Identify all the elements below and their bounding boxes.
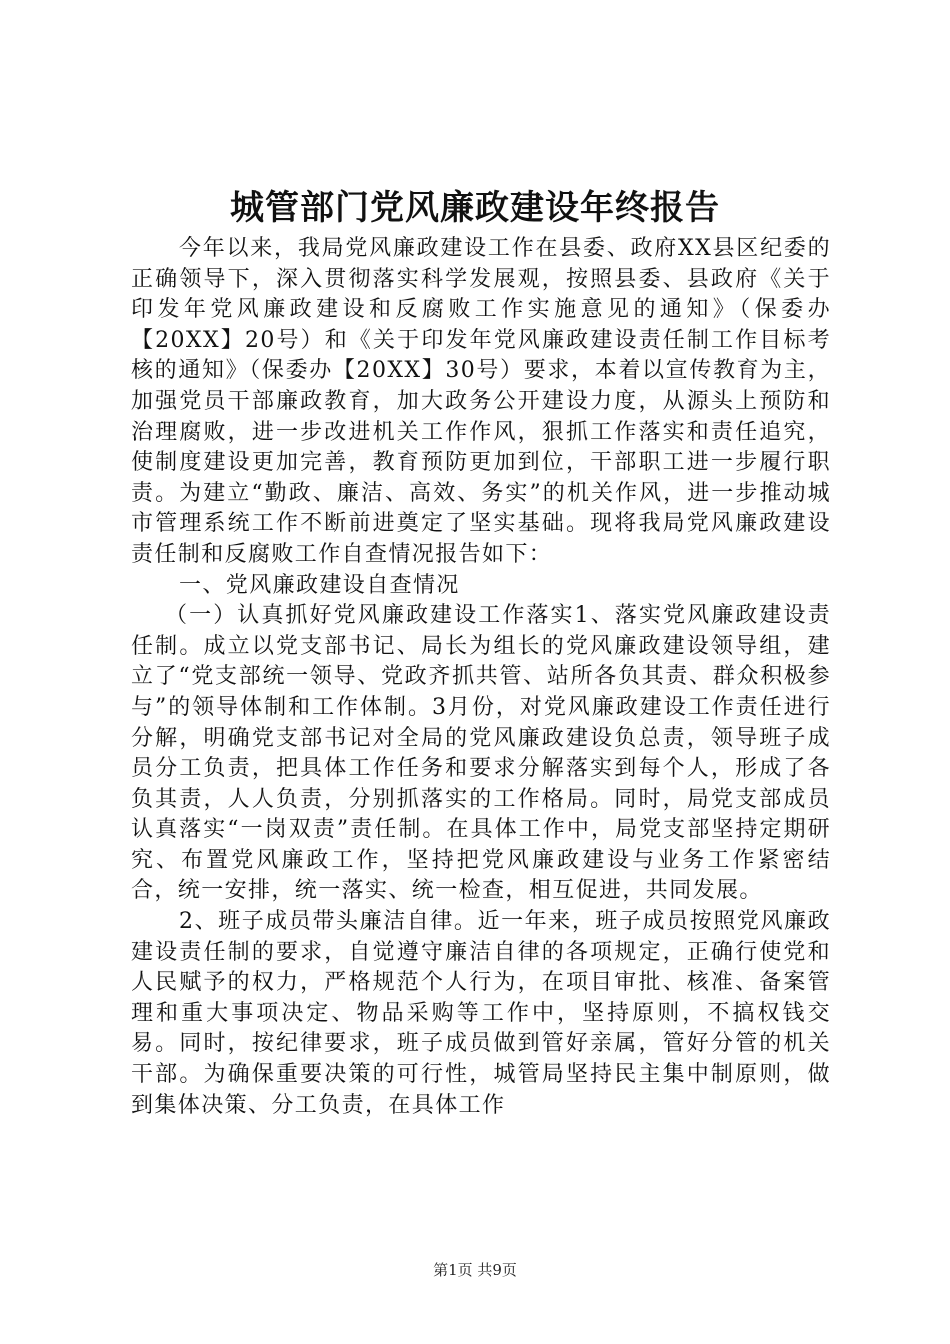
document-title: 城管部门党风廉政建设年终报告 <box>230 188 720 228</box>
paragraph-responsibility: （一）认真抓好党风廉政建设工作落实1、落实党风廉政建设责任制。成立以党支部书记、局长为组长的党风廉政建设领导组，建立了“党支部统一领导、党政齐抓共管、站所各负其责、群众积极参与”的领导体制和工作体制。3月份，对党风廉政建设工作责任进行分解，明确党支部书记对全局的党风廉政建设负总责，领导班子成员分工负责，把具体工作任务和要求分解落实到每个人，形成了各负其责，人人负责，分别抓落实的工作格局。同时，局党支部成员认真落实“一岗双责”责任制。在具体工作中，局党支部坚持定期研究、布置党风廉政工作，坚持把党风廉政建设与业务工作紧密结合，统一安排，统一落实、统一检查，相互促进，共同发展。 <box>131 603 831 904</box>
paragraph-self-discipline: 2、班子成员带头廉洁自律。近一年来，班子成员按照党风廉政建设责任制的要求，自觉遵守廉洁自律的各项规定，正确行使党和人民赋予的权力，严格规范个人行为，在项目审批、核准、备案管理和重大事项决定、物品采购等工作中，坚持原则，不搞权钱交易。同时，按纪律要求，班子成员做到管好亲属，管好分管的机关干部。为确保重要决策的可行性，城管局坚持民主集中制原则，做到集体决策、分工负责，在具体工作 <box>131 909 831 1118</box>
document-body <box>131 234 831 1121</box>
section-heading: 一、党风廉政建设自查情况 <box>179 572 460 598</box>
page-number: 第1页 共9页 <box>433 1261 517 1279</box>
paragraph-intro: 今年以来，我局党风廉政建设工作在县委、政府XX县区纪委的正确领导下，深入贯彻落实科学发展观，按照县委、县政府《关于印发年党风廉政建设和反腐败工作实施意见的通知》（保委办【20XX】20号）和《关于印发年党风廉政建设责任制工作目标考核的通知》（保委办【20XX】30号）要求，本着以宣传教育为主，加强党员干部廉政教育，加大政务公开建设力度，从源头上预防和治理腐败，进一步改进机关工作作风，狠抓工作落实和责任追究，使制度建设更加完善，教育预防更加到位，干部职工进一步履行职责。为建立“勤政、廉洁、高效、务实”的机关作风，进一步推动城市管理系统工作不断前进奠定了坚实基础。现将我局党风廉政建设责任制和反腐败工作自查情况报告如下： <box>131 236 831 567</box>
